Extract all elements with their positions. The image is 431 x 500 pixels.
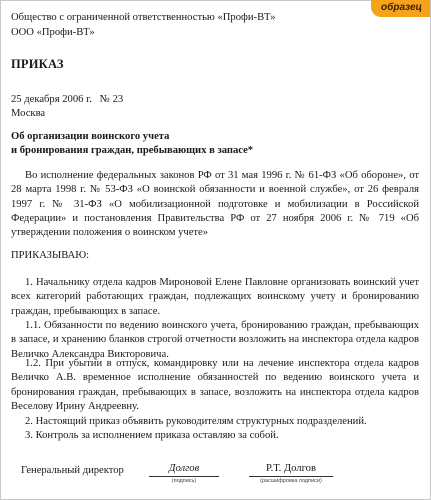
subject-line-2: и бронирования граждан, пребывающих в запасе* xyxy=(11,145,254,156)
org-full-name: Общество с ограниченной ответственностью «Профи-ВТ» xyxy=(11,12,276,23)
document-title: ПРИКАЗ xyxy=(11,57,64,71)
order-item-1-1: 1.1. Обязанности по ведению воинского учета, бронированию граждан, пребывающих в запасе, и хранению бланков строгой отчетности возложить на инспектора отдела кадров Величко Александра Викторовича. xyxy=(11,320,419,360)
signature-block xyxy=(149,463,219,484)
order-item-1-2: 1.2. При убытии в отпуск, командировку или на лечение инспектора отдела кадров Величко А.В. временное исполнение обязанностей по ведению воинского учета и бронирования граждан, пребывающих в запасе, возложить на инспектора отдела кадров Веселову Ирину Андреевну. xyxy=(11,358,419,412)
date-number: 25 декабря 2006 г. № 23 xyxy=(11,94,124,105)
signer-name-caption: (расшифровка подписи) xyxy=(260,478,322,484)
signer-position: Генеральный директор xyxy=(21,465,124,476)
signer-name: Р.Т. Долгов xyxy=(249,463,333,477)
subject-line-1: Об организации воинского учета xyxy=(11,131,170,142)
preamble-paragraph: Во исполнение федеральных законов РФ от 31 мая 1996 г. № 61-ФЗ «Об обороне», от 28 марта 1998 г. № 53-ФЗ «О воинской обязанности и военной службе», от 26 февраля 1997 г. № 31-ФЗ «О мобилизационной подготовке и мобилизации в Российской Федерации» и постановления Правительства РФ от 27 ноября 2006 г. № 719 «Об утверждении положения о воинском учете» xyxy=(11,170,419,239)
sample-stamp: образец xyxy=(371,0,430,17)
signer-name-block xyxy=(249,463,333,484)
city: Москва xyxy=(11,108,46,119)
order-item-2: 2. Настоящий приказ объявить руководителям структурных подразделений. xyxy=(25,416,367,427)
order-item-3: 3. Контроль за исполнением приказа оставляю за собой. xyxy=(25,430,279,441)
order-item-1: 1. Начальнику отдела кадров Мироновой Елене Павловне организовать воинский учет всех категорий работающих граждан, подлежащих воинскому учету и бронированию граждан, пребывающих в запасе. xyxy=(11,277,419,317)
order-word: ПРИКАЗЫВАЮ: xyxy=(11,250,90,261)
org-short-name: ООО «Профи-ВТ» xyxy=(11,27,95,38)
signature-caption: (подпись) xyxy=(171,478,197,484)
signature: Долгов xyxy=(149,463,219,477)
